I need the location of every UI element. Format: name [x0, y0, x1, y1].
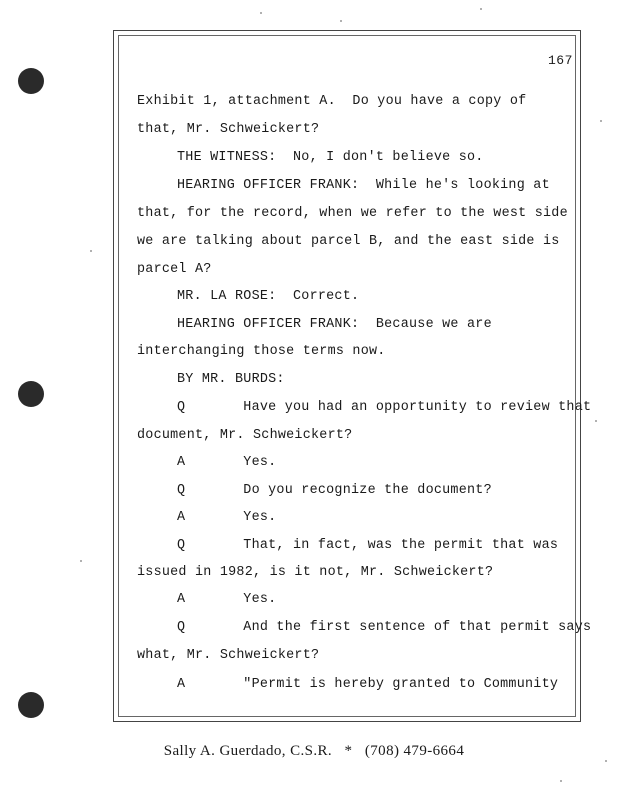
transcript-line: Q And the first sentence of that permit says [177, 620, 592, 635]
transcript-line: that, Mr. Schweickert? [137, 122, 320, 137]
page-number: 167 [548, 53, 573, 68]
binder-hole-top [18, 68, 44, 94]
scan-speckle [80, 560, 82, 562]
scan-speckle [560, 780, 562, 782]
binder-hole-bottom [18, 692, 44, 718]
transcript-line: Exhibit 1, attachment A. Do you have a copy of [137, 94, 527, 109]
transcript-line: A Yes. [177, 592, 277, 607]
scan-speckle [90, 250, 92, 252]
transcript-line: A "Permit is hereby granted to Community [177, 677, 559, 692]
binder-hole-middle [18, 381, 44, 407]
scan-speckle [595, 420, 597, 422]
transcript-line: Q Have you had an opportunity to review that [177, 400, 592, 415]
transcript-line: A Yes. [177, 455, 277, 470]
transcript-line: THE WITNESS: No, I don't believe so. [177, 150, 484, 165]
scan-speckle [600, 120, 602, 122]
reporter-footer: Sally A. Guerdado, C.S.R. * (708) 479-6664 [163, 743, 465, 759]
transcript-line: HEARING OFFICER FRANK: Because we are [177, 317, 492, 332]
scan-speckle [605, 760, 607, 762]
scan-speckle [480, 8, 482, 10]
transcript-line: what, Mr. Schweickert? [137, 648, 320, 663]
transcript-line: interchanging those terms now. [137, 344, 386, 359]
transcript-line: document, Mr. Schweickert? [137, 428, 353, 443]
transcript-line: BY MR. BURDS: [177, 372, 285, 387]
scan-speckle [260, 12, 262, 14]
transcript-line: issued in 1982, is it not, Mr. Schweickert? [137, 565, 494, 580]
transcript-line: parcel A? [137, 262, 212, 277]
transcript-line: A Yes. [177, 510, 277, 525]
transcript-line: Q Do you recognize the document? [177, 483, 492, 498]
transcript-line: that, for the record, when we refer to the west side [137, 206, 568, 221]
transcript-line: we are talking about parcel B, and the east side is [137, 234, 560, 249]
transcript-line: HEARING OFFICER FRANK: While he's looking at [177, 178, 550, 193]
transcript-line: Q That, in fact, was the permit that was [177, 538, 559, 553]
transcript-line: MR. LA ROSE: Correct. [177, 289, 360, 304]
scan-speckle [340, 20, 342, 22]
